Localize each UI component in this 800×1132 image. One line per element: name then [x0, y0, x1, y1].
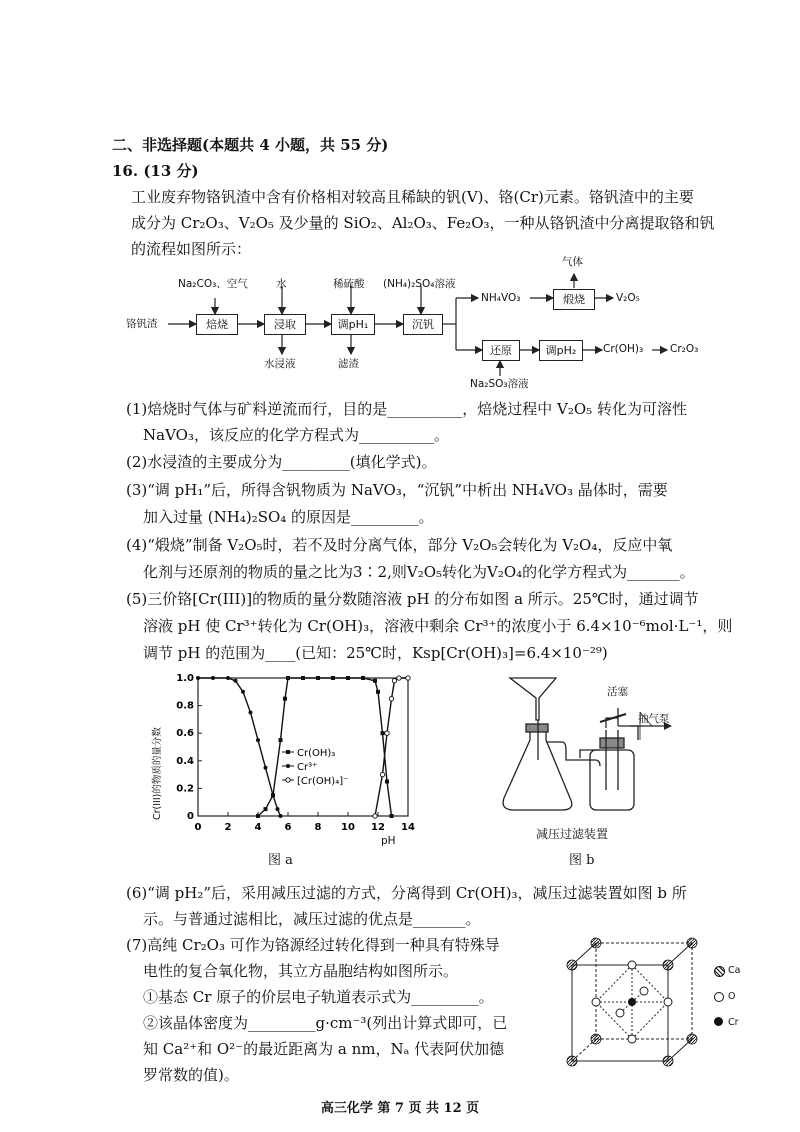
series-point-0	[361, 676, 365, 680]
chart-xlabel: pH	[381, 835, 396, 847]
y-tick-label: 0.8	[176, 700, 194, 712]
series-point-0	[385, 780, 389, 784]
series-point-2	[392, 679, 396, 683]
series-point-0	[316, 676, 320, 680]
reagent-na2so3: Na₂SO₃溶液	[470, 378, 529, 390]
series-point-0	[346, 676, 350, 680]
figure-b-caption: 图 b	[569, 853, 595, 868]
part7-sub1: ①基态 Cr 原子的价层电子轨道表示式为_________。	[143, 988, 494, 1006]
legend-marker-2	[286, 778, 290, 782]
step-precipitate-v: 沉钒	[403, 314, 443, 335]
series-point-1	[279, 814, 283, 818]
series-point-1	[256, 738, 260, 742]
part7-sub2-line1: ②该晶体密度为_________g·cm⁻³(列出计算式即可，已	[143, 1014, 508, 1032]
part6-line1: (6)“调 pH₂”后，采用减压过滤的方式，分离得到 Cr(OH)₃，减压过滤装置如图 b 所	[126, 884, 687, 902]
series-point-0	[283, 697, 287, 701]
x-tick-label: 14	[401, 822, 415, 833]
part1-line1: (1)焙烧时气体与矿料逆流而行，目的是__________，焙烧过程中 V₂O₅ 转化为可溶性	[126, 400, 687, 418]
x-tick-label: 4	[254, 822, 262, 833]
x-tick-label: 0	[194, 822, 202, 833]
series-point-0	[279, 738, 283, 742]
x-tick-label: 8	[314, 822, 322, 833]
part5-line3: 调节 pH 的范围为____(已知：25℃时，Ksp[Cr(OH)₃]=6.4×10⁻²⁹)	[143, 644, 608, 662]
series-point-2	[385, 731, 389, 735]
product-nh4vo3: NH₄VO₃	[481, 292, 521, 304]
page-footer: 高三化学 第 7 页 共 12 页	[320, 1101, 480, 1116]
series-point-2	[380, 772, 384, 776]
label-stopcock: 活塞	[607, 686, 628, 698]
reagent-ammonium-sulfate: (NH₄)₂SO₄溶液	[383, 278, 456, 290]
series-point-1	[271, 793, 275, 797]
series-point-2	[406, 676, 410, 680]
legend-label-2: [Cr(OH)₄]⁻	[297, 776, 349, 787]
series-point-0	[376, 690, 380, 694]
part1-line2: NaVO₃，该反应的化学方程式为__________。	[143, 426, 449, 444]
part4-line1: (4)“煅烧”制备 V₂O₅时，若不及时分离气体，部分 V₂O₅会转化为 V₂O₄，反应中氧	[126, 536, 673, 554]
series-point-1	[264, 766, 268, 770]
y-tick-label: 0.2	[176, 783, 194, 795]
series-point-2	[397, 676, 401, 680]
legend-ca-label: Ca	[728, 965, 741, 976]
legend-cr-label: Cr	[728, 1017, 739, 1028]
series-point-2	[373, 814, 377, 818]
step-roast: 焙烧	[196, 314, 238, 335]
series-point-1	[241, 690, 245, 694]
series-point-0	[264, 807, 268, 811]
series-point-0	[381, 731, 385, 735]
byproduct-leachate: 水浸液	[264, 358, 296, 370]
intro-line-1: 工业废弃物铬钒渣中含有价格相对较高且稀缺的钒(V)、铬(Cr)元素。铬钒渣中的主要	[131, 188, 694, 206]
part7-sub2-line2: 知 Ca²⁺和 O²⁻的最近距离为 a nm，Nₐ 代表阿伏加德	[143, 1040, 505, 1058]
legend-label-1: Cr³⁺	[297, 762, 318, 773]
plot-frame	[198, 678, 408, 816]
question-number: 16. (13 分)	[112, 162, 199, 180]
section-title: 二、非选择题(本题共 4 小题，共 55 分)	[112, 136, 389, 154]
reagent-na2co3-air: Na₂CO₃、空气	[178, 278, 248, 290]
series-point-1	[276, 807, 280, 811]
part5-line1: (5)三价铬[Cr(III)]的物质的量分数随溶液 pH 的分布如图 a 所示。25℃时，通过调节	[126, 590, 699, 608]
reagent-water: 水	[276, 278, 287, 290]
product-croh3: Cr(OH)₃	[603, 343, 644, 355]
flow-input: 铬钒渣	[126, 318, 158, 330]
series-point-1	[196, 676, 200, 680]
legend-label-0: Cr(OH)₃	[297, 748, 336, 759]
part7-line2: 电性的复合氧化物，其立方晶胞结构如图所示。	[143, 962, 459, 980]
chart-a	[160, 668, 420, 838]
part3-line1: (3)“调 pH₁”后，所得含钒物质为 NaVO₃，“沉钒”中析出 NH₄VO₃ 晶体时，需要	[126, 481, 668, 499]
product-v2o5: V₂O₅	[616, 292, 640, 304]
legend-o-label: O	[728, 991, 736, 1002]
part4-line2: 化剂与还原剂的物质的量之比为3∶2,则V₂O₅转化为V₂O₄的化学方程式为_______。	[143, 563, 695, 581]
intro-line-3: 的流程如图所示：	[131, 240, 252, 258]
legend-ca-swatch	[714, 966, 725, 977]
series-point-0	[373, 679, 377, 683]
series-point-0	[301, 676, 305, 680]
part5-line2: 溶液 pH 使 Cr³⁺转化为 Cr(OH)₃，溶液中剩余 Cr³⁺的浓度小于 6.4×10⁻⁶mol·L⁻¹，则	[143, 617, 733, 635]
x-tick-label: 12	[371, 822, 385, 833]
part7-line1: (7)高纯 Cr₂O₃ 可作为铬源经过转化得到一种具有特殊导	[126, 936, 500, 954]
series-point-0	[286, 676, 290, 680]
series-point-0	[331, 676, 335, 680]
reagent-dilute-h2so4: 稀硫酸	[333, 278, 365, 290]
series-point-1	[234, 679, 238, 683]
label-vacuum-pump: 抽气泵	[638, 713, 670, 725]
product-cr2o3: Cr₂O₃	[670, 343, 699, 355]
y-tick-label: 0	[187, 811, 194, 822]
legend-cr-swatch	[714, 1017, 723, 1026]
series-point-1	[249, 711, 253, 715]
part2: (2)水浸渣的主要成分为_________(填化学式)。	[126, 453, 437, 471]
part3-line2: 加入过量 (NH₄)₂SO₄ 的原因是_________。	[143, 508, 434, 526]
x-tick-label: 6	[284, 822, 292, 833]
figure-a-caption: 图 a	[268, 853, 293, 868]
legend-marker-1	[286, 764, 290, 768]
series-point-0	[390, 814, 394, 818]
series-line-0	[258, 678, 392, 816]
part7-sub2-line3: 罗常数的值)。	[143, 1066, 239, 1084]
y-tick-label: 0.4	[176, 755, 194, 767]
step-calcine: 煅烧	[553, 289, 595, 310]
series-point-1	[211, 676, 215, 680]
intro-line-2: 成分为 Cr₂O₃、V₂O₅ 及少量的 SiO₂、Al₂O₃、Fe₂O₃，一种从铬钒渣中分离提取铬和钒	[131, 214, 715, 232]
part6-line2: 示。与普通过滤相比，减压过滤的优点是_______。	[143, 910, 481, 928]
figure-b-subcaption: 减压过滤装置	[536, 827, 609, 841]
legend-o-swatch	[714, 992, 724, 1002]
step-reduce: 还原	[482, 340, 520, 361]
series-point-2	[389, 697, 393, 701]
byproduct-gas: 气体	[562, 256, 583, 268]
y-tick-label: 0.6	[176, 728, 194, 740]
series-line-1	[198, 678, 281, 816]
y-tick-label: 1.0	[176, 673, 194, 684]
x-tick-label: 2	[224, 822, 232, 833]
byproduct-filter-residue: 滤渣	[338, 358, 359, 370]
x-tick-label: 10	[341, 822, 355, 833]
chart-ylabel: Cr(III)的物质的量分数	[152, 727, 163, 820]
unit-cell-diagram	[560, 935, 710, 1075]
step-adjust-ph2: 调pH₂	[539, 340, 583, 361]
step-adjust-ph1: 调pH₁	[331, 314, 375, 335]
series-point-1	[226, 676, 230, 680]
step-leach: 浸取	[264, 314, 306, 335]
series-point-0	[256, 814, 260, 818]
legend-marker-0	[286, 750, 290, 754]
filtration-apparatus	[490, 670, 710, 830]
